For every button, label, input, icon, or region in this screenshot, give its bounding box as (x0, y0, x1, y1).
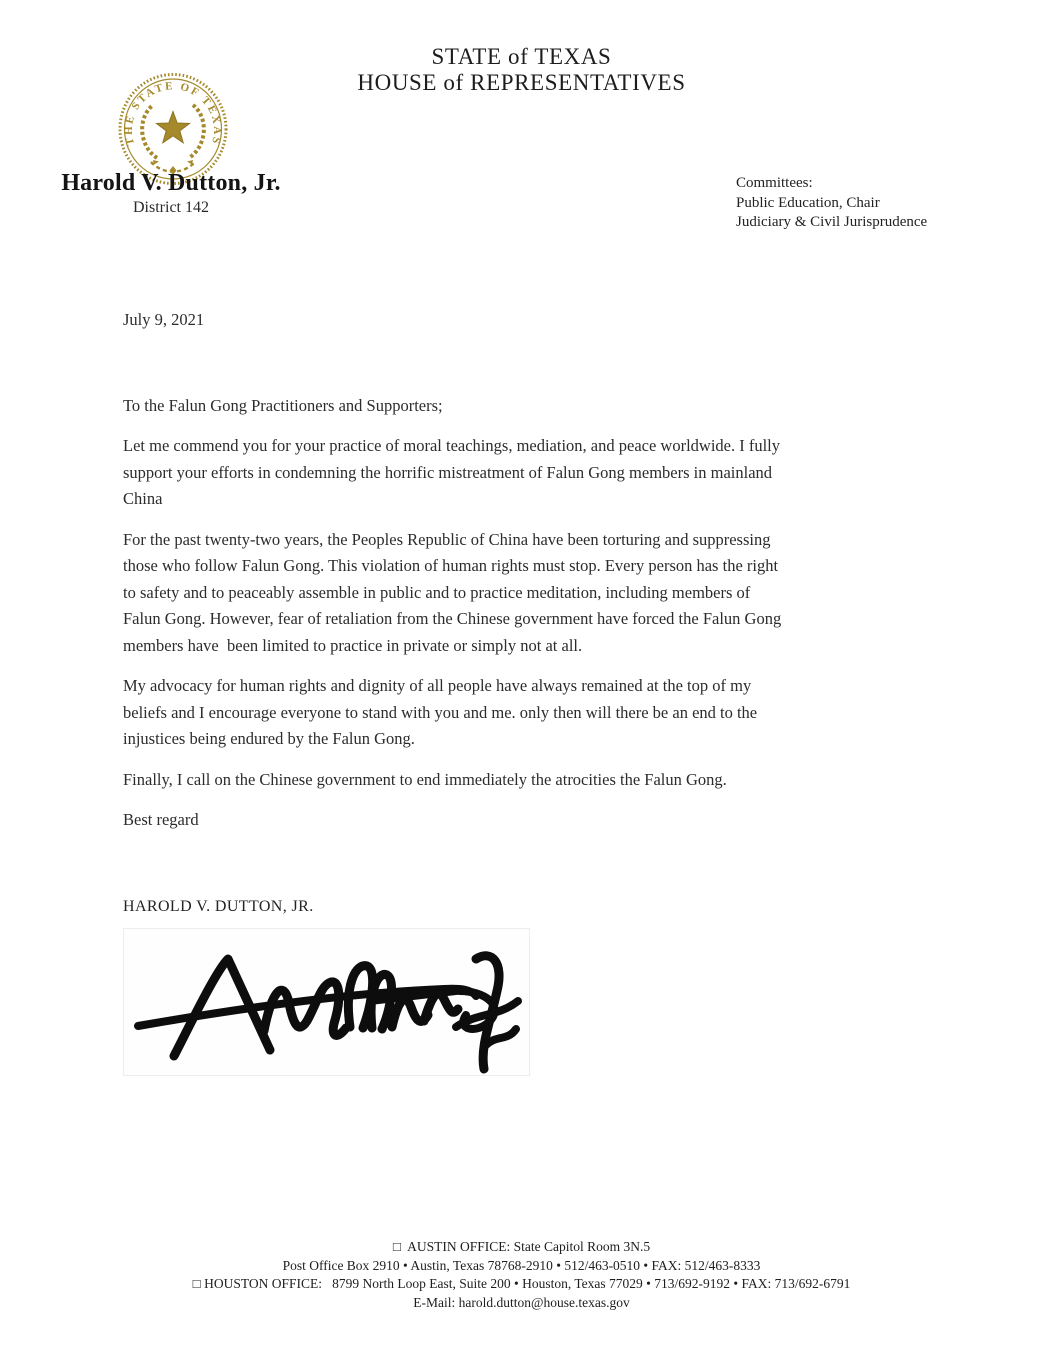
footer-line-austin: □ AUSTIN OFFICE: State Capitol Room 3N.5 (392, 1239, 651, 1254)
footer-line-email: E-Mail: harold.dutton@house.texas.gov (413, 1294, 630, 1310)
paragraph: For the past twenty-two years, the Peoples Republic of China have been torturing and suppressing those who follow Falun Gong. This violation of human rights must stop. Every person has the right to safety and to peaceably assemble in public and to practice meditation, including members of Falun Gong. However, fear of retaliation from the Chinese government have forced the Falun Gong members have been limited to practice in private or simply not at all. (123, 529, 782, 655)
footer-offices (0, 1238, 1043, 1312)
paragraph: Let me commend you for your practice of moral teachings, mediation, and peace worldwide. I fully support your efforts in condemning the horrific mistreatment of Falun Gong members in mainland China (123, 436, 781, 508)
paragraph: My advocacy for human rights and dignity of all people have always remained at the top of my beliefs and I encourage everyone to stand with you and me. only then will there be an end to the injustices being endured by the Falun Gong. (123, 676, 758, 748)
footer-line-houston: □ HOUSTON OFFICE: 8799 North Loop East, Suite 200 • Houston, Texas 77029 • 713/692-9192 • FAX: 713/692-6791 (192, 1276, 851, 1291)
texas-state-seal-icon (117, 72, 229, 186)
state-of-texas-line: STATE of TEXAS (431, 44, 612, 69)
representative-name: Harold V. Dutton, Jr. (61, 170, 281, 196)
house-of-representatives-line: HOUSE of REPRESENTATIVES (357, 70, 686, 95)
closing-line: Best regard (123, 810, 199, 829)
paragraph: Finally, I call on the Chinese government to end immediately the atrocities the Falun Gong. (123, 769, 727, 789)
committee-item: Public Education, Chair (736, 194, 880, 211)
seal-text: THE STATE OF TEXAS (122, 80, 224, 147)
letter-body (123, 307, 929, 1076)
signature-printed-name: HAROLD V. DUTTON, JR. (123, 897, 314, 915)
representative-district: District 142 (133, 199, 209, 216)
committees-block (736, 174, 927, 233)
signature-image (123, 928, 530, 1076)
representative-block (20, 170, 322, 217)
salutation: To the Falun Gong Practitioners and Supporters; (123, 395, 443, 415)
letter-date: July 9, 2021 (123, 310, 205, 329)
committee-item: Judiciary & Civil Jurisprudence (736, 214, 928, 230)
committees-label: Committees: (736, 175, 813, 191)
seal-star-icon (157, 112, 190, 143)
footer-line-austin-address: Post Office Box 2910 • Austin, Texas 78768-2910 • 512/463-0510 • FAX: 512/463-8333 (282, 1257, 761, 1273)
